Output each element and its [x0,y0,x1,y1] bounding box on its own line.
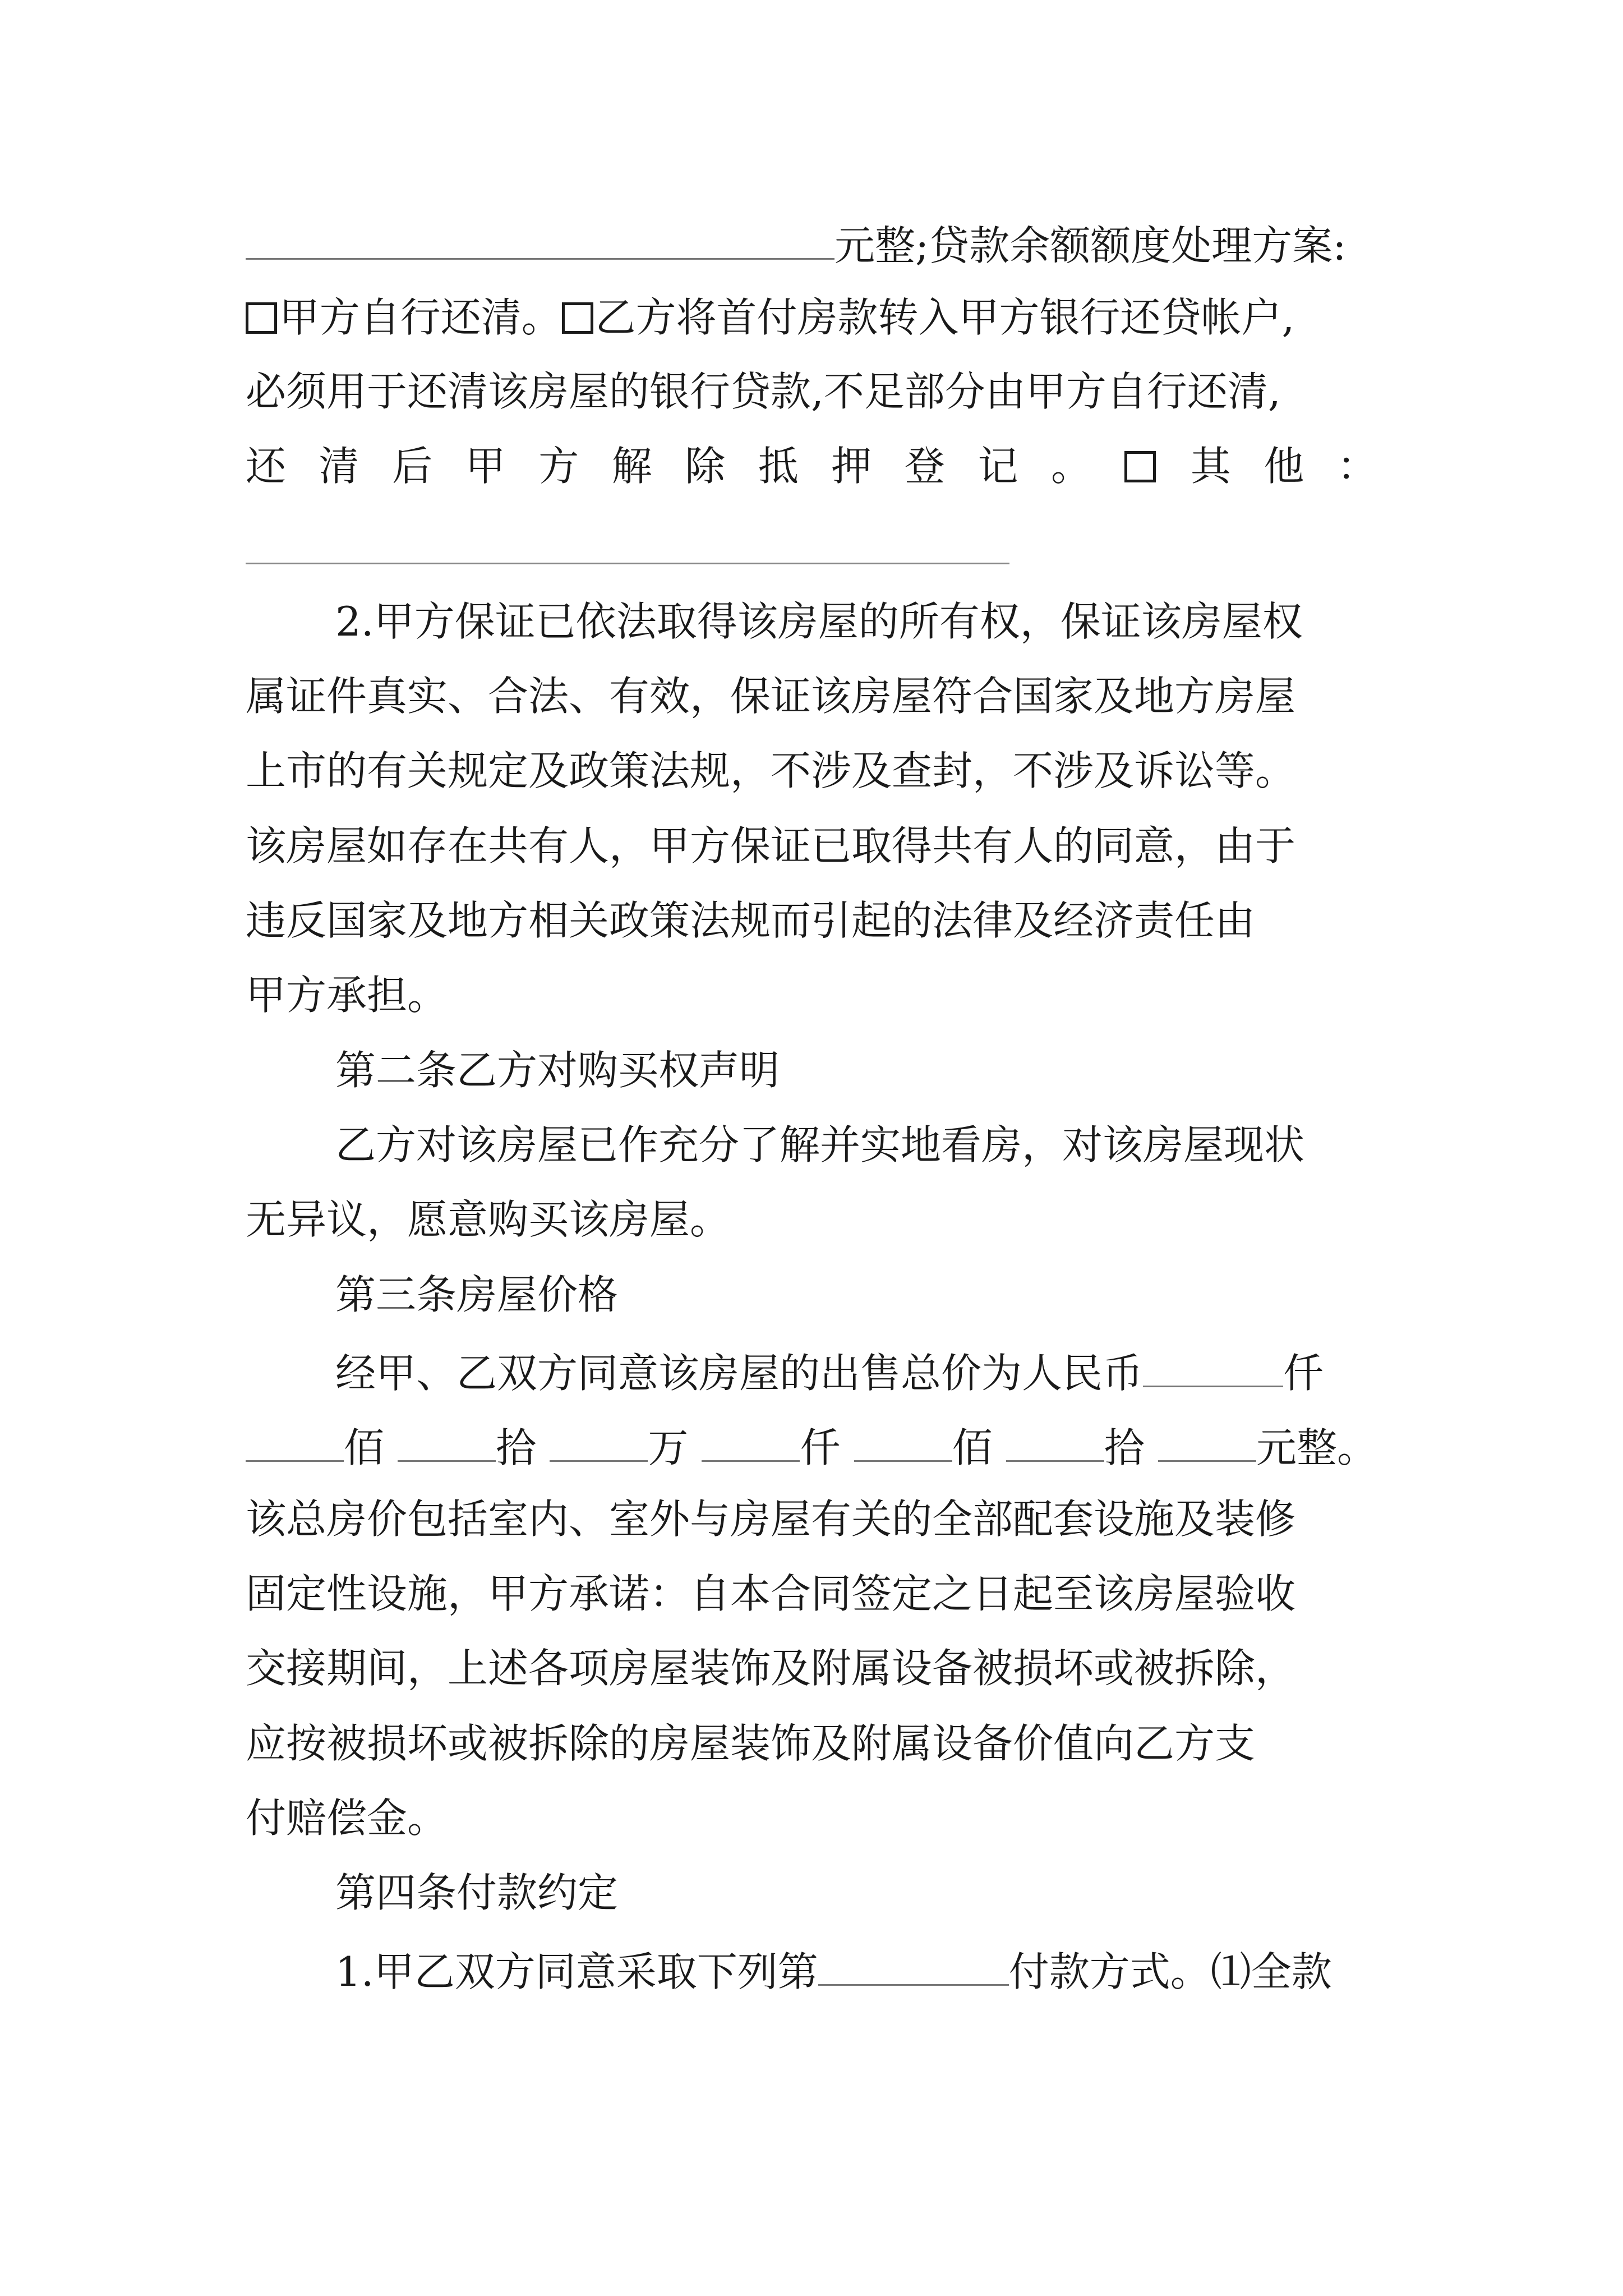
unit: 万 [648,1424,689,1471]
para-4-line-5 [246,1645,1377,1692]
para-3-line-1 [335,1121,1377,1168]
text-must-repay: 必须用于还清该房屋的银行贷款,不足部分由甲方自行还清, [246,368,1281,415]
text: 付款方式。⑴全款 [1008,1948,1332,1995]
blank-amount[interactable] [246,222,834,260]
char: 。 [1051,443,1092,490]
line-repayment-options [246,294,1377,341]
char: 后 [392,443,433,490]
text: 付赔偿金。 [246,1795,448,1842]
text: 1.甲乙双方同意采取下列第 [335,1948,818,1995]
char: 记 [978,443,1018,490]
blank-payment-method[interactable] [818,1948,1009,1986]
char: 解 [611,443,652,490]
char: 除 [685,443,726,490]
text: 乙方对该房屋已作充分了解并实地看房，对该房屋现状 [335,1121,1305,1168]
text-self-repay: 甲方自行还清。 [279,294,562,341]
char: 抵 [758,443,799,490]
text: 经甲、乙双方同意该房屋的出售总价为人民币 [335,1349,1144,1397]
text: 该房屋如存在共有人，甲方保证已取得共有人的同意，由于 [246,822,1296,869]
para-2-line-1 [335,598,1377,645]
unit: 拾 [496,1424,537,1471]
para-2-line-6 [246,972,1377,1019]
para-2-line-3 [246,747,1377,794]
para-4-line-6 [246,1720,1377,1767]
para-2-line-5 [246,897,1377,944]
char: 甲 [465,443,506,490]
text: 交接期间，上述各项房屋装饰及附属设备被损坏或被拆除， [246,1645,1296,1692]
para-4-line-3 [246,1496,1377,1543]
text: 属证件真实、合法、有效，保证该房屋符合国家及地方房屋 [246,673,1296,720]
char: 其 [1190,443,1231,490]
checkbox-transfer-down-payment[interactable] [562,302,593,334]
char: 还 [246,443,287,490]
text: 违反国家及地方相关政策法规而引起的法律及经济责任由 [246,897,1256,944]
blank-price[interactable] [702,1424,800,1462]
text: 固定性设施，甲方承诺：自本合同签定之日起至该房屋验收 [246,1570,1296,1617]
heading-article-3 [335,1271,1377,1318]
heading-article-2 [335,1047,1377,1094]
para-4-price-units [246,1424,1377,1471]
text-loan-balance-plan: 元整;贷款余额额度处理方案: [834,222,1347,269]
para-5-line-1 [335,1948,1377,1995]
text: 无异议，愿意购买该房屋。 [246,1196,731,1243]
unit: 元整。 [1256,1424,1377,1471]
blank-price[interactable] [550,1424,648,1462]
unit: 佰 [344,1424,385,1471]
char: ： [1336,443,1377,490]
text: 上市的有关规定及政策法规，不涉及查封，不涉及诉讼等。 [246,747,1296,794]
blank-price[interactable] [1158,1424,1256,1462]
para-2-line-2 [246,673,1377,720]
line-must-repay [246,368,1377,415]
text: 第二条乙方对购买权声明 [335,1047,780,1094]
text: 第四条付款约定 [335,1869,619,1916]
text: 2.甲方保证已依法取得该房屋的所有权，保证该房屋权 [335,598,1303,645]
para-4-line-7 [246,1795,1377,1842]
char: 清 [319,443,359,490]
unit: 拾 [1104,1424,1145,1471]
checkbox-self-repay[interactable] [246,302,277,334]
blank-price[interactable] [246,1424,344,1462]
heading-article-4 [335,1869,1377,1916]
char: 他 [1264,443,1304,490]
blank-price[interactable] [854,1424,952,1462]
text: 应按被损坏或被拆除的房屋装饰及附属设备价值向乙方支 [246,1720,1256,1767]
blank-other-details[interactable] [246,563,1009,564]
para-3-line-2 [246,1196,1377,1243]
unit: 仟 [800,1424,841,1471]
text: 甲方承担。 [246,972,448,1019]
spread-characters [246,443,1377,490]
para-4-line-4 [246,1570,1377,1617]
line-loan-balance [246,222,1377,269]
line-release-mortgage [246,443,1377,490]
char: 登 [904,443,945,490]
text: 仟 [1283,1349,1324,1397]
checkbox-other[interactable] [1124,451,1156,482]
blank-price[interactable] [398,1424,496,1462]
char: 方 [538,443,579,490]
unit: 佰 [952,1424,993,1471]
price-units [246,1424,1377,1471]
text: 该总房价包括室内、室外与房屋有关的全部配套设施及装修 [246,1496,1296,1543]
blank-price[interactable] [1143,1349,1283,1387]
text-transfer-down-payment: 乙方将首付房款转入甲方银行还贷帐户, [595,294,1295,341]
blank-price[interactable] [1006,1424,1104,1462]
char: 押 [831,443,872,490]
para-4-line-1 [335,1349,1377,1397]
para-2-line-4 [246,822,1377,869]
text: 第三条房屋价格 [335,1271,619,1318]
